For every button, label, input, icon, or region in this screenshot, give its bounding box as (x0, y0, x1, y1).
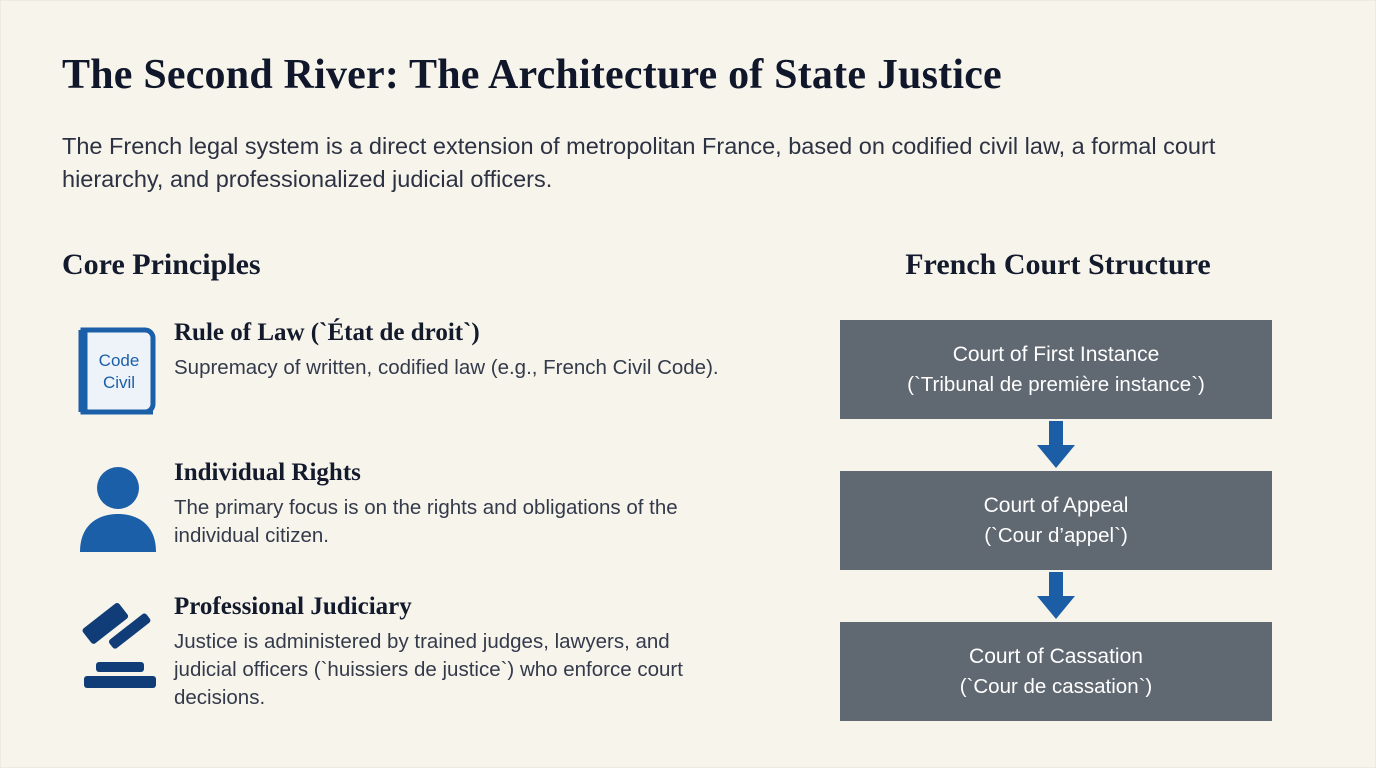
flow-node-line1: Court of Appeal (983, 494, 1129, 518)
code-civil-book-icon (62, 318, 174, 420)
list-item (62, 592, 762, 712)
flow-node-court-of-appeal (840, 471, 1272, 570)
book-label-line2: Civil (102, 373, 136, 392)
flow-node-line1: Court of Cassation (969, 645, 1143, 669)
page-title: The Second River: The Architecture of State Justice (62, 52, 1002, 98)
flow-node-line2: (`Cour de cassation`) (959, 674, 1153, 698)
flow-arrow-down-icon (840, 570, 1272, 622)
gavel-icon (62, 592, 174, 692)
flow-node-line2: (`Cour d’appel`) (984, 523, 1128, 547)
principle-title: Rule of Law (`État de droit`) (174, 319, 480, 346)
flow-node-first-instance (840, 320, 1272, 419)
list-item (62, 458, 762, 554)
principles-list (62, 318, 762, 712)
court-structure-heading: French Court Structure (905, 248, 1211, 281)
list-item (62, 318, 762, 420)
flow-arrow-down-icon (840, 419, 1272, 471)
principle-title: Individual Rights (174, 459, 361, 486)
book-label-line1: Code (98, 351, 140, 370)
core-principles-heading: Core Principles (62, 248, 261, 281)
principle-description: Supremacy of written, codified law (e.g., French Civil Code). (174, 355, 719, 379)
principle-text (174, 458, 734, 550)
core-principles-section (62, 248, 762, 750)
person-icon (62, 458, 174, 554)
page-subtitle: The French legal system is a direct extension of metropolitan France, based on codified civil law, a formal court hierarchy, and professionalized judicial officers. (62, 133, 1216, 193)
principle-description: Justice is administered by trained judges, lawyers, and judicial officers (`huissiers de justice`) who enforce court decisions. (174, 629, 683, 710)
principle-text (174, 592, 734, 712)
court-hierarchy-flowchart (840, 320, 1315, 721)
principle-text (174, 318, 719, 382)
flow-node-line1: Court of First Instance (952, 343, 1160, 367)
principle-title: Professional Judiciary (174, 593, 412, 620)
principle-description: The primary focus is on the rights and obligations of the individual citizen. (174, 495, 678, 547)
court-structure-section (840, 248, 1315, 721)
flow-node-court-of-cassation (840, 622, 1272, 721)
flow-node-line2: (`Tribunal de première instance`) (907, 372, 1205, 396)
